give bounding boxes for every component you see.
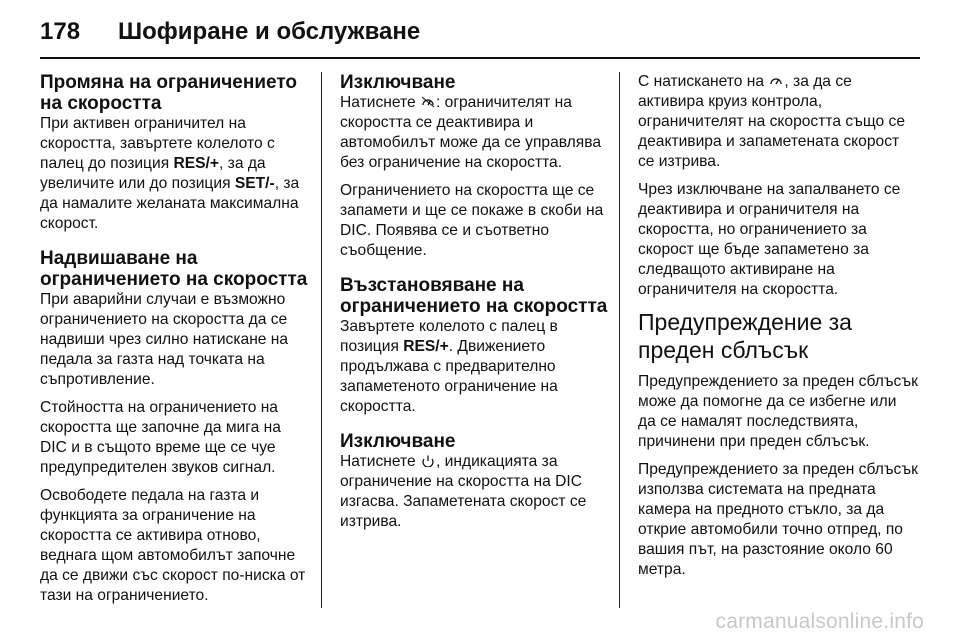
header-rule [40,57,920,59]
column-left [40,72,310,620]
watermark: carmanualsonline.info [715,610,924,633]
column-divider [619,72,620,608]
section-deactivate [340,72,610,261]
text: . Движението продължава с предварително запаметеното ограничение на скоростта. [340,338,558,415]
text: , индикацията за ограничение на скоростта на DIC изгасва. Запаметената скорост се изтрива. [340,453,587,530]
column-middle [340,72,610,546]
speed-limiter-power-icon [421,453,435,465]
section-title: Изключване [340,431,456,452]
text: , за да намалите желаната максимална скорост. [40,175,300,232]
res-plus-label: RES/+ [403,338,449,355]
text: Натиснете [340,453,420,470]
paragraph [638,72,918,172]
section-title: Надвишаване на ограничението на скоростта [40,248,308,290]
paragraph: Стойността на ограничението на скоростта ще започне да мига на DIC и в същото време ще се чуе предупредителен звуков сигнал. [40,399,281,476]
column-right [638,72,918,588]
paragraph: Ограничението на скоростта ще се запамети и ще се покаже в скоби на DIC. Появява се и съответно съобщение. [340,182,604,259]
speed-limiter-cancel-icon [421,94,435,106]
cruise-control-icon [769,73,783,85]
text: Завъртете колелото с палец в позиция [340,318,558,355]
section-exceed-limit [40,248,310,606]
text: С натискането на [638,73,769,90]
section-title: Предупреждение за преден сблъсък [638,309,852,363]
paragraph [340,317,610,417]
text: Натиснете [340,94,420,111]
section-title: Изключване [340,72,456,93]
section-change-limit [40,72,310,234]
chapter-title: Шофиране и обслужване [118,18,421,45]
section-title: Промяна на ограничението на скоростта [40,72,297,114]
paragraph [340,93,610,173]
text: : ограничителят на скоростта се деактивира и автомобилът може да се управлява без ограничение на скоростта. [340,94,602,171]
page-number: 178 [40,18,81,45]
text: , за да увеличите или до позиция [40,155,266,192]
section-title: Възстановяване на ограничението на скоростта [340,275,608,317]
text: При активен ограничител на скоростта, завъртете колелото с палец до позиция [40,115,275,172]
paragraph: Предупреждението за преден сблъсък може да помогне да се избегне или да се намалят последствията, причинени при преден сблъсък. [638,373,918,450]
section-switch-off [340,431,610,532]
section-restore-limit [340,275,610,417]
paragraph: Чрез изключване на запалването се деактивира и ограничителя на скоростта, но ограничението за скорост ще бъде запаметено за следващото активиране на ограничителя на скоростта. [638,181,901,298]
set-minus-label: SET/- [234,175,275,192]
page-header [40,12,420,52]
paragraph: Предупреждението за преден сблъсък използва системата на предната камера на предното стъкло, за да открие автомобили точно отпред, по вашия път, на разстояние около 60 метра. [638,461,918,578]
text: , за да се активира круиз контрола, ограничителят на скоростта също се деактивира и запаметената скорост се изтрива. [638,73,906,170]
paragraph [340,452,610,532]
column-divider [321,72,322,608]
paragraph: При аварийни случаи е възможно ограничението на скоростта да се надвиши чрез силно натискане на педала за газта над точката на съпротивление. [40,291,289,388]
paragraph [40,114,310,234]
paragraph: Освободете педала на газта и функцията за ограничение на скоростта се активира отново, веднага щом автомобилът започне да се движи със скорост по-ниска от тази на ограничението. [40,487,306,604]
res-plus-label: RES/+ [173,155,219,172]
